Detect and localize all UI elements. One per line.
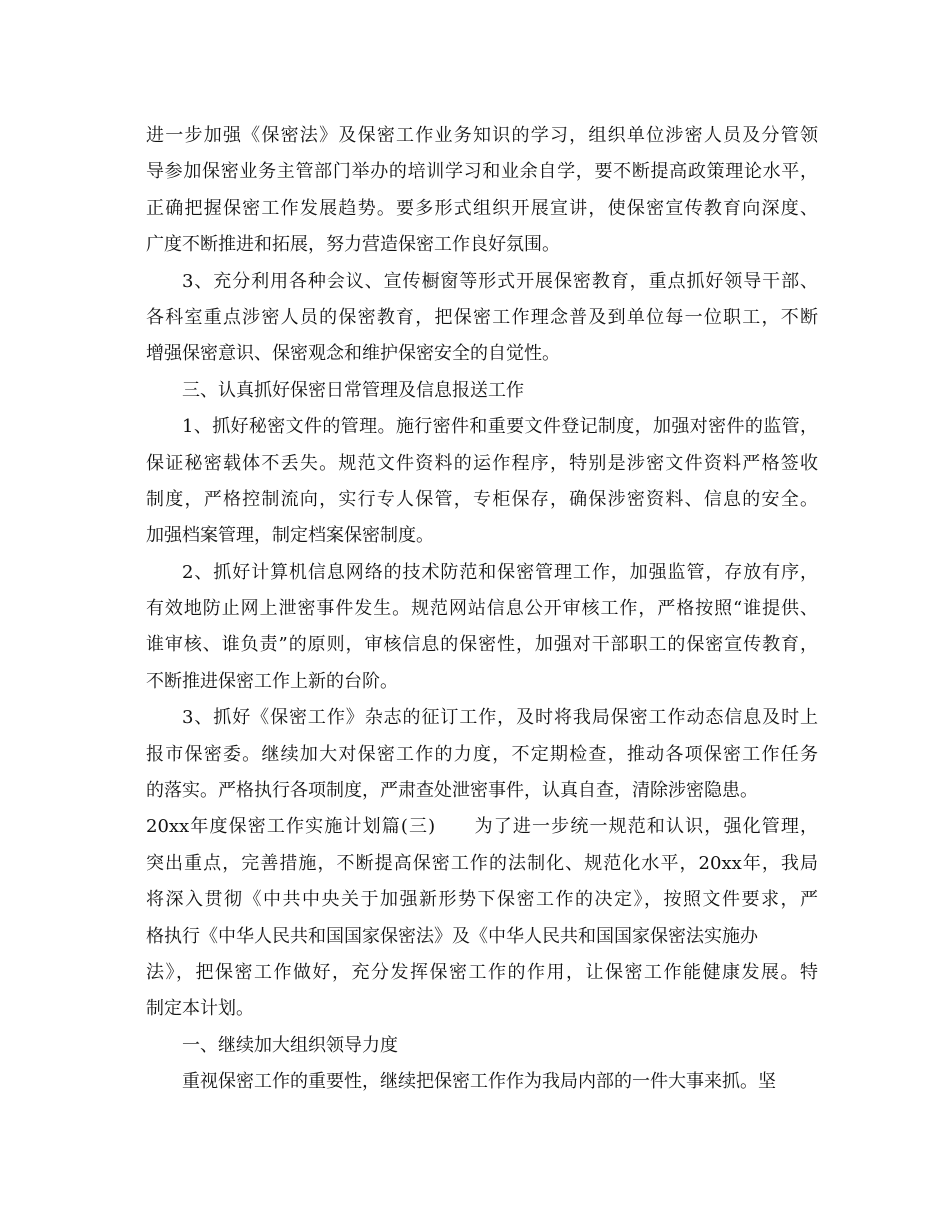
text-line: 导参加保密业务主管部门举办的培训学习和业余自学，要不断提高政策理论水平， xyxy=(146,161,818,183)
text-line: 制定本计划。 xyxy=(146,998,254,1020)
text-line: 法》，把保密工作做好，充分发挥保密工作的作用，让保密工作能健康发展。特 xyxy=(146,961,818,983)
text-line: 广度不断推进和拓展，努力营造保密工作良好氛围。 xyxy=(146,234,560,256)
text-line: 报市保密委。继续加大对保密工作的力度，不定期检查，推动各项保密工作任务 xyxy=(146,743,818,765)
text-line: 三、认真抓好保密日常管理及信息报送工作 xyxy=(182,379,524,401)
text-line: 有效地防止网上泄密事件发生。规范网站信息公开审核工作，严格按照“谁提供、 xyxy=(146,598,818,620)
text-line: 将深入贯彻《中共中央关于加强新形势下保密工作的决定》，按照文件要求，严 xyxy=(146,889,818,911)
text-line: 3、抓好《保密工作》杂志的征订工作，及时将我局保密工作动态信息及时上 xyxy=(182,707,818,729)
text-line: 制度，严格控制流向，实行专人保管，专柜保存，确保涉密资料、信息的安全。 xyxy=(146,488,818,510)
text-line: 1、抓好秘密文件的管理。施行密件和重要文件登记制度，加强对密件的监管， xyxy=(182,416,818,438)
text-line: 正确把握保密工作发展趋势。要多形式组织开展宣讲，使保密宣传教育向深度、 xyxy=(146,197,818,219)
text-line: 2、抓好计算机信息网络的技术防范和保密管理工作，加强监管，存放有序， xyxy=(182,561,818,583)
text-line: 的落实。严格执行各项制度，严肃查处泄密事件，认真自查，清除涉密隐患。 xyxy=(146,780,758,802)
text-line: 重视保密工作的重要性，继续把保密工作作为我局内部的一件大事来抓。坚 xyxy=(182,1071,776,1093)
document-body xyxy=(146,118,818,1101)
text-line: 不断推进保密工作上新的台阶。 xyxy=(146,670,398,692)
text-line: 20xx年度保密工作实施计划篇(三) 为了进一步统一规范和认识，强化管理， xyxy=(146,816,818,838)
text-line: 增强保密意识、保密观念和维护保密安全的自觉性。 xyxy=(146,343,560,365)
text-line: 保证秘密载体不丢失。规范文件资料的运作程序，特别是涉密文件资料严格签收 xyxy=(146,452,818,474)
text-line: 突出重点，完善措施，不断提高保密工作的法制化、规范化水平，20xx年，我局 xyxy=(146,852,818,874)
text-line: 格执行《中华人民共和国国家保密法》及《中华人民共和国国家保密法实施办 xyxy=(146,925,758,947)
text-line: 谁审核、谁负责”的原则，审核信息的保密性，加强对干部职工的保密宣传教育， xyxy=(146,634,818,656)
text-line: 各科室重点涉密人员的保密教育，把保密工作理念普及到单位每一位职工，不断 xyxy=(146,306,818,328)
text-line: 3、充分利用各种会议、宣传橱窗等形式开展保密教育，重点抓好领导干部、 xyxy=(182,270,818,292)
text-line: 加强档案管理，制定档案保密制度。 xyxy=(146,525,434,547)
text-line: 进一步加强《保密法》及保密工作业务知识的学习，组织单位涉密人员及分管领 xyxy=(146,125,818,146)
text-line: 一、继续加大组织领导力度 xyxy=(182,1034,398,1056)
